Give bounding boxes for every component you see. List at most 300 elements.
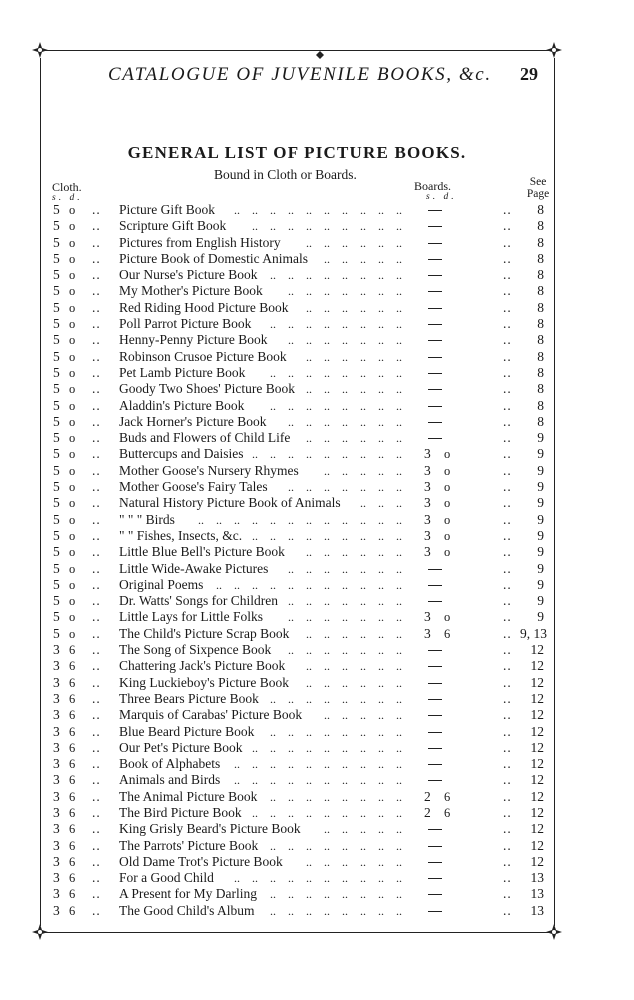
leader-dots: .. (396, 235, 402, 250)
boards-dash (428, 715, 442, 716)
leader-dots: .. (342, 235, 348, 250)
see-page-number: 13 (530, 902, 544, 918)
leader-dots: .. (92, 642, 101, 658)
leader-dots: .. (288, 268, 294, 283)
leader-dots: .. (396, 561, 402, 576)
leader-dots: .. (342, 398, 348, 413)
cloth-pence: 6 (69, 887, 76, 902)
leader-dots: .. (288, 887, 294, 902)
leader-dots: .. (378, 300, 384, 315)
leader-dots: .. (378, 528, 384, 543)
boards-pence: o (444, 610, 451, 625)
leader-dots: .. (92, 202, 101, 217)
leader-dots: .. (360, 317, 366, 332)
leader-dots: .. (342, 626, 348, 641)
leader-dots: .. (396, 480, 402, 495)
leader-dots: .. (342, 268, 348, 283)
cloth-pence: o (69, 333, 76, 348)
leader-dots: .. (306, 610, 312, 625)
leader-dots: .. (324, 203, 330, 217)
leader-dots: .. (360, 480, 366, 495)
leader-dots: .. (306, 773, 312, 788)
leader-dots: .. (92, 234, 101, 250)
leader-dots: .. (396, 887, 402, 902)
leader-dots: .. (503, 707, 512, 723)
leader-dots: .. (342, 203, 348, 217)
see-page-number: 12 (530, 674, 544, 690)
leader-dots: .. (342, 594, 348, 609)
leader-dots: .. (360, 251, 366, 266)
leader-dots: .. (92, 609, 101, 625)
leader-dots: .. (378, 626, 384, 641)
cloth-shillings: 3 (53, 821, 60, 837)
book-title: Picture Gift Book (119, 202, 215, 217)
leader-dots: .. (342, 724, 348, 739)
leader-dots: .. (378, 610, 384, 625)
leader-dots: .. (396, 708, 402, 723)
table-row (0, 446, 594, 462)
leader-dots: .. (378, 317, 384, 332)
leader-dots: .. (342, 480, 348, 495)
cloth-shillings: 5 (53, 218, 60, 234)
table-row (0, 479, 594, 495)
boards-dash (428, 259, 442, 260)
leader-dots: .. (503, 902, 512, 918)
leader-dots: .. (288, 333, 294, 348)
boards-pence: 6 (444, 789, 451, 804)
leader-dots: .. (396, 219, 402, 234)
cloth-shillings: 3 (53, 658, 60, 674)
leader-dots: .. (503, 837, 512, 853)
cloth-shillings: 3 (53, 804, 60, 820)
book-title: Marquis of Carabas' Picture Book (119, 707, 303, 723)
leader-dots: .. (288, 219, 294, 234)
cloth-pence: o (69, 414, 76, 429)
cloth-pence: o (69, 496, 76, 511)
leader-dots: .. (396, 463, 402, 478)
leader-dots: .. (503, 723, 512, 739)
leader-dots: .. (396, 577, 402, 592)
leader-dots: .. (360, 284, 366, 299)
see-page-number: 12 (530, 804, 544, 820)
table-row (0, 821, 594, 837)
leader-dots: .. (92, 332, 101, 348)
leader-dots: .. (342, 512, 348, 527)
leader-dots: .. (324, 822, 330, 837)
leader-dots: .. (503, 625, 512, 641)
corner-ornament-icon (546, 924, 562, 940)
boards-shillings: 3 (424, 511, 431, 527)
leader-dots: .. (92, 430, 101, 446)
leader-dots: .. (342, 822, 348, 837)
leader-dots: .. (92, 544, 101, 560)
cloth-pence: 6 (69, 643, 76, 658)
leader-dots: .. (503, 853, 512, 869)
see-page-number: 9 (537, 560, 544, 576)
leader-dots: .. (503, 804, 512, 820)
leader-dots: .. (342, 659, 348, 674)
leader-dots: .. (342, 854, 348, 869)
leader-dots: .. (288, 773, 294, 788)
leader-dots: .. (503, 593, 512, 609)
leader-dots: .. (342, 838, 348, 853)
leader-dots: .. (378, 235, 384, 250)
leader-dots: .. (378, 398, 384, 413)
picture-books-table (0, 202, 594, 919)
leader-dots: .. (92, 250, 101, 266)
leader-dots: .. (396, 675, 402, 690)
leader-dots: .. (396, 203, 402, 217)
leader-dots: .. (324, 903, 330, 918)
leader-dots: .. (288, 447, 294, 462)
see-page-column-header: See Page (526, 176, 550, 200)
table-row (0, 854, 594, 870)
leader-dots: .. (396, 822, 402, 837)
boards-shillings: 2 (424, 804, 431, 820)
see-page-number: 8 (537, 364, 544, 380)
leader-dots: .. (92, 902, 101, 918)
leader-dots: .. (270, 398, 276, 413)
boards-dash (428, 911, 442, 912)
leader-dots: .. (306, 333, 312, 348)
leader-dots: .. (92, 446, 101, 462)
see-page-number: 8 (537, 250, 544, 266)
corner-ornament-icon (546, 42, 562, 58)
leader-dots: .. (306, 789, 312, 804)
leader-dots: .. (324, 561, 330, 576)
cloth-shillings: 5 (53, 202, 60, 217)
leader-dots: .. (360, 822, 366, 837)
leader-dots: .. (288, 398, 294, 413)
book-title: Jack Horner's Picture Book (119, 413, 267, 429)
leader-dots: .. (342, 382, 348, 397)
leader-dots: .. (342, 447, 348, 462)
see-page-number: 9 (537, 544, 544, 560)
leader-dots: .. (270, 903, 276, 918)
table-row (0, 886, 594, 902)
cloth-pence: o (69, 594, 76, 609)
leader-dots: .. (342, 284, 348, 299)
leader-dots: .. (360, 643, 366, 658)
book-title: Red Riding Hood Picture Book (119, 299, 289, 315)
cloth-pence: o (69, 480, 76, 495)
leader-dots: .. (306, 528, 312, 543)
leader-dots: .. (92, 462, 101, 478)
boards-dash (428, 846, 442, 847)
leader-dots: .. (503, 381, 512, 397)
table-row (0, 283, 594, 299)
table-row (0, 789, 594, 805)
cloth-shillings: 5 (53, 413, 60, 429)
leader-dots: .. (288, 528, 294, 543)
cloth-shillings: 3 (53, 902, 60, 918)
leader-dots: .. (378, 757, 384, 772)
leader-dots: .. (342, 349, 348, 364)
leader-dots: .. (324, 219, 330, 234)
leader-dots: .. (360, 268, 366, 283)
see-page-number: 12 (530, 788, 544, 804)
leader-dots: .. (252, 577, 258, 592)
leader-dots: .. (92, 886, 101, 902)
leader-dots: .. (378, 382, 384, 397)
cloth-shillings: 5 (53, 593, 60, 609)
leader-dots: .. (288, 594, 294, 609)
see-page-number: 8 (537, 316, 544, 332)
cloth-shillings: 5 (53, 609, 60, 625)
leader-dots: .. (270, 203, 276, 217)
leader-dots: .. (288, 903, 294, 918)
leader-dots: .. (324, 235, 330, 250)
leader-dots: .. (378, 577, 384, 592)
leader-dots: .. (396, 594, 402, 609)
book-title: Little Wide-Awake Pictures (119, 560, 269, 576)
leader-dots: .. (306, 757, 312, 772)
leader-dots: .. (360, 887, 366, 902)
leader-dots: .. (360, 545, 366, 560)
leader-dots: .. (378, 268, 384, 283)
leader-dots: .. (270, 887, 276, 902)
leader-dots: .. (306, 431, 312, 446)
leader-dots: .. (378, 805, 384, 820)
table-row (0, 365, 594, 381)
leader-dots: .. (396, 854, 402, 869)
leader-dots: .. (92, 560, 101, 576)
book-title: The Good Child's Album (119, 902, 255, 918)
leader-dots: .. (324, 284, 330, 299)
leader-dots: .. (378, 251, 384, 266)
leader-dots: .. (288, 365, 294, 380)
table-row (0, 870, 594, 886)
boards-shillings: 3 (424, 544, 431, 560)
leader-dots: .. (324, 251, 330, 266)
cloth-pence: o (69, 284, 76, 299)
leader-dots: .. (342, 789, 348, 804)
leader-dots: .. (324, 365, 330, 380)
cloth-shillings: 5 (53, 446, 60, 462)
cloth-pence: 6 (69, 822, 76, 837)
leader-dots: .. (306, 365, 312, 380)
leader-dots: .. (92, 479, 101, 495)
leader-dots: .. (360, 382, 366, 397)
cloth-shillings: 5 (53, 560, 60, 576)
cloth-shillings: 3 (53, 853, 60, 869)
leader-dots: .. (324, 724, 330, 739)
cloth-units-header: s. d. (52, 193, 83, 203)
leader-dots: .. (306, 594, 312, 609)
boards-dash (428, 210, 442, 211)
leader-dots: .. (306, 903, 312, 918)
table-row (0, 675, 594, 691)
leader-dots: .. (396, 496, 402, 511)
leader-dots: .. (324, 577, 330, 592)
leader-dots: .. (360, 463, 366, 478)
leader-dots: .. (324, 463, 330, 478)
leader-dots: .. (503, 527, 512, 543)
table-row (0, 267, 594, 283)
leader-dots: .. (198, 512, 204, 527)
leader-dots: .. (503, 576, 512, 592)
leader-dots: .. (360, 496, 366, 511)
boards-dash (428, 340, 442, 341)
leader-dots: .. (342, 691, 348, 706)
leader-dots: .. (396, 789, 402, 804)
leader-dots: .. (503, 544, 512, 560)
leader-dots: .. (503, 511, 512, 527)
boards-pence: o (444, 480, 451, 495)
leader-dots: .. (324, 447, 330, 462)
leader-dots: .. (378, 691, 384, 706)
leader-dots: .. (288, 871, 294, 886)
leader-dots: .. (324, 382, 330, 397)
leader-dots: .. (288, 414, 294, 429)
table-row (0, 381, 594, 397)
cloth-column-header: Cloth. (52, 180, 82, 194)
cloth-pence: o (69, 300, 76, 315)
leader-dots: .. (360, 349, 366, 364)
leader-dots: .. (378, 724, 384, 739)
leader-dots: .. (324, 789, 330, 804)
leader-dots: .. (342, 431, 348, 446)
table-row (0, 658, 594, 674)
leader-dots: .. (342, 903, 348, 918)
leader-dots: .. (324, 398, 330, 413)
book-title: Blue Beard Picture Book (119, 723, 255, 739)
leader-dots: .. (92, 723, 101, 739)
leader-dots: .. (324, 317, 330, 332)
leader-dots: .. (378, 871, 384, 886)
table-row (0, 724, 594, 740)
leader-dots: .. (92, 527, 101, 543)
cloth-pence: o (69, 268, 76, 283)
leader-dots: .. (360, 577, 366, 592)
leader-dots: .. (360, 838, 366, 853)
leader-dots: .. (234, 577, 240, 592)
leader-dots: .. (503, 642, 512, 658)
leader-dots: .. (342, 871, 348, 886)
leader-dots: .. (378, 659, 384, 674)
leader-dots: .. (324, 805, 330, 820)
cloth-shillings: 3 (53, 870, 60, 886)
leader-dots: .. (92, 756, 101, 772)
leader-dots: .. (342, 545, 348, 560)
cloth-shillings: 3 (53, 837, 60, 853)
book-title: King Grisly Beard's Picture Book (119, 821, 301, 837)
see-page-number: 8 (537, 381, 544, 397)
leader-dots: .. (503, 446, 512, 462)
see-page-number: 13 (530, 886, 544, 902)
see-page-number: 12 (530, 723, 544, 739)
boards-shillings: 3 (424, 479, 431, 495)
leader-dots: .. (92, 690, 101, 706)
see-page-number: 8 (537, 348, 544, 364)
book-title: Scripture Gift Book (119, 218, 227, 234)
boards-dash (428, 291, 442, 292)
cloth-pence: o (69, 219, 76, 234)
leader-dots: .. (306, 512, 312, 527)
leader-dots: .. (396, 333, 402, 348)
leader-dots: .. (503, 560, 512, 576)
leader-dots: .. (306, 643, 312, 658)
boards-shillings: 3 (424, 527, 431, 543)
leader-dots: .. (92, 674, 101, 690)
bottom-border-rule (40, 932, 554, 933)
cloth-pence: 6 (69, 838, 76, 853)
leader-dots: .. (92, 316, 101, 332)
book-title: Dr. Watts' Songs for Children (119, 593, 278, 609)
leader-dots: .. (503, 772, 512, 788)
table-row (0, 218, 594, 234)
see-page-number: 8 (537, 332, 544, 348)
table-row (0, 414, 594, 430)
book-title: Natural History Picture Book of Animals (119, 495, 341, 511)
leader-dots: .. (92, 381, 101, 397)
leader-dots: .. (378, 463, 384, 478)
leader-dots: .. (360, 724, 366, 739)
see-page-number: 12 (530, 821, 544, 837)
leader-dots: .. (378, 740, 384, 755)
leader-dots: .. (378, 822, 384, 837)
table-row (0, 593, 594, 609)
boards-pence: o (444, 528, 451, 543)
see-page-number: 9 (537, 511, 544, 527)
leader-dots: .. (252, 740, 258, 755)
book-title: Buttercups and Daisies (119, 446, 244, 462)
see-page-number: 9, 13 (520, 625, 547, 641)
leader-dots: .. (396, 512, 402, 527)
leader-dots: .. (360, 626, 366, 641)
cloth-shillings: 5 (53, 397, 60, 413)
leader-dots: .. (306, 480, 312, 495)
leader-dots: .. (360, 903, 366, 918)
leader-dots: .. (503, 348, 512, 364)
book-title: Goody Two Shoes' Picture Book (119, 381, 295, 397)
leader-dots: .. (270, 838, 276, 853)
leader-dots: .. (360, 219, 366, 234)
boards-dash (428, 666, 442, 667)
book-title: Aladdin's Picture Book (119, 397, 245, 413)
leader-dots: .. (360, 203, 366, 217)
leader-dots: .. (378, 643, 384, 658)
leader-dots: .. (306, 235, 312, 250)
leader-dots: .. (306, 887, 312, 902)
table-row (0, 300, 594, 316)
leader-dots: .. (252, 219, 258, 234)
leader-dots: .. (503, 316, 512, 332)
cloth-shillings: 5 (53, 576, 60, 592)
leader-dots: .. (92, 804, 101, 820)
leader-dots: .. (270, 805, 276, 820)
book-title: Our Nurse's Picture Book (119, 267, 258, 283)
leader-dots: .. (252, 805, 258, 820)
table-row (0, 235, 594, 251)
leader-dots: .. (270, 577, 276, 592)
table-row (0, 691, 594, 707)
leader-dots: .. (342, 805, 348, 820)
leader-dots: .. (306, 284, 312, 299)
table-row (0, 316, 594, 332)
book-title: " " Fishes, Insects, &c. (119, 527, 243, 543)
leader-dots: .. (503, 739, 512, 755)
boards-pence: 6 (444, 805, 451, 820)
cloth-pence: o (69, 235, 76, 250)
cloth-pence: 6 (69, 871, 76, 886)
leader-dots: .. (92, 788, 101, 804)
leader-dots: .. (92, 625, 101, 641)
leader-dots: .. (503, 332, 512, 348)
table-row (0, 398, 594, 414)
table-row (0, 561, 594, 577)
cloth-pence: o (69, 528, 76, 543)
